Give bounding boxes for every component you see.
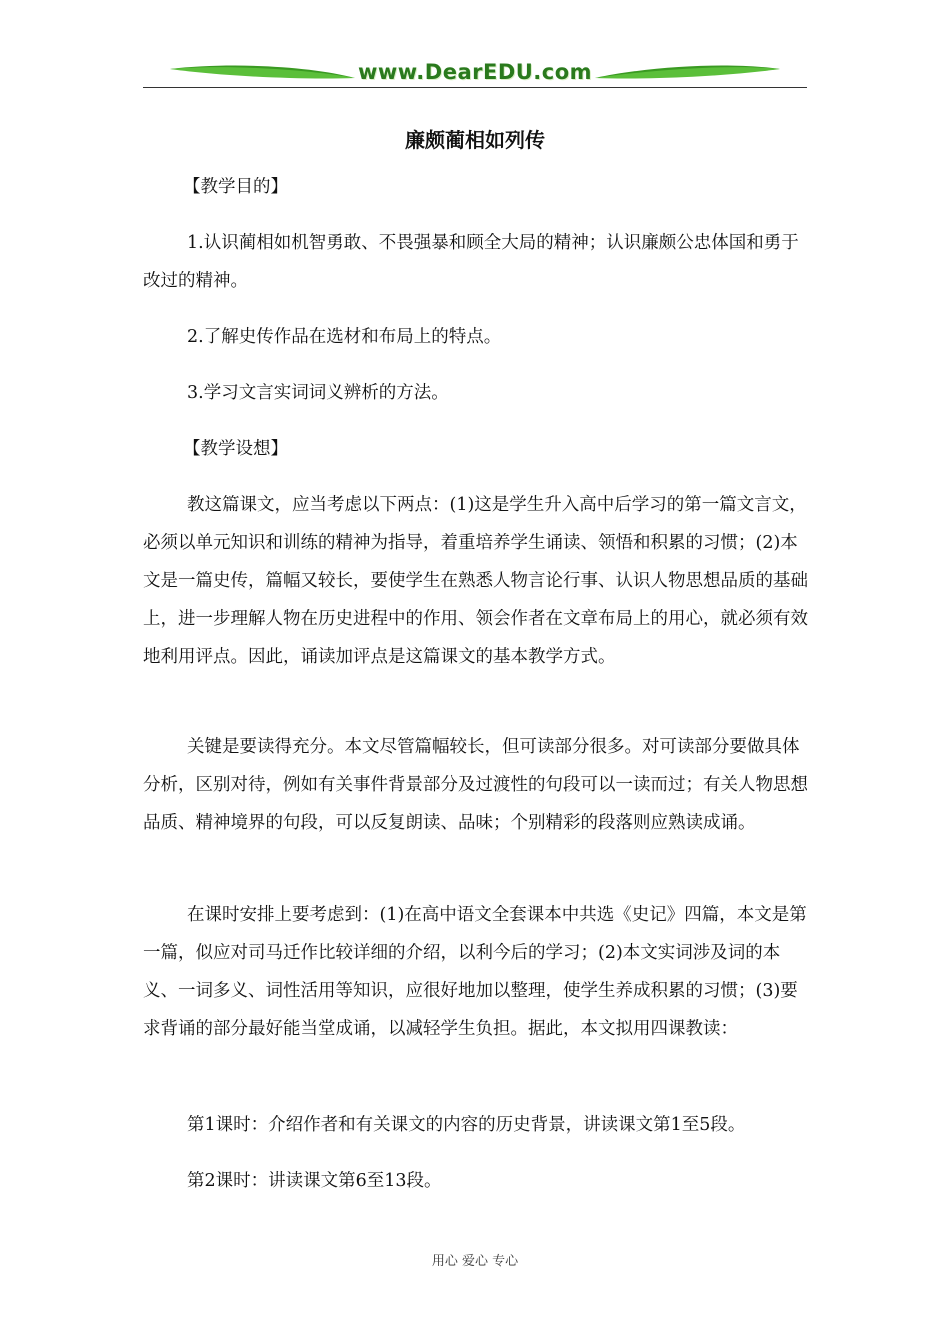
page-footer: 用心 爱心 专心 bbox=[431, 1254, 519, 1269]
header-divider bbox=[143, 87, 807, 88]
section-heading-design: 【教学设想】 bbox=[183, 439, 288, 459]
paragraph: 关键是要读得充分。本文尽管篇幅较长，但可读部分很多。对可读部分要做具体分析，区别对待，例如有关事件背景部分及过渡性的句段可以一读而过；有关人物思想品质、精神境界的句段，可以反复朗读、品味；个别精彩的段落则应熟读成诵。 bbox=[143, 737, 808, 833]
paragraph: 第2课时：讲读课文第6至13段。 bbox=[187, 1171, 442, 1191]
paragraph: 2.了解史传作品在选材和布局上的特点。 bbox=[187, 327, 502, 347]
paragraph: 第1课时：介绍作者和有关课文的内容的历史背景，讲读课文第1至5段。 bbox=[187, 1115, 746, 1135]
section-heading-objectives: 【教学目的】 bbox=[183, 177, 288, 197]
site-logo-text: www.DearEDU.com bbox=[357, 60, 593, 84]
paragraph: 在课时安排上要考虑到：(1)在高中语文全套课本中共选《史记》四篇，本文是第一篇，似应对司马迁作比较详细的介绍，以利今后的学习；(2)本文实词涉及词的本义、一词多义、词性活用等知识，应很好地加以整理，使学生养成积累的习惯；(3)要求背诵的部分最好能当堂成诵，以减轻学生负担。据此，本文拟用四课教读： bbox=[143, 905, 807, 1039]
paragraph: 教这篇课文，应当考虑以下两点：(1)这是学生升入高中后学习的第一篇文言文，必须以单元知识和训练的精神为指导，着重培养学生诵读、领悟和积累的习惯；(2)本文是一篇史传，篇幅又较长，要使学生在熟悉人物言论行事、认识人物思想品质的基础上，进一步理解人物在历史进程中的作用、领会作者在文章布局上的用心，就必须有效地利用评点。因此，诵读加评点是这篇课文的基本教学方式。 bbox=[143, 495, 808, 667]
page-title: 廉颇蔺相如列传 bbox=[405, 128, 545, 152]
paragraph: 3.学习文言实词词义辨析的方法。 bbox=[187, 383, 449, 403]
paragraph: 1.认识蔺相如机智勇敢、不畏强暴和顾全大局的精神；认识廉颇公忠体国和勇于改过的精神。 bbox=[143, 233, 799, 291]
